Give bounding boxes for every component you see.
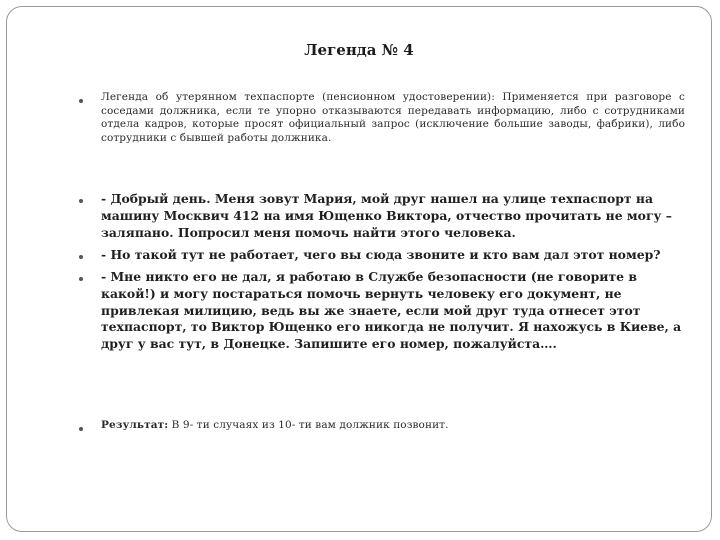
list-item-dialogue-3 bbox=[79, 269, 685, 353]
list-item-text: - Мне никто его не дал, я работаю в Службе безопасности (не говорите в какой!) и могу постараться помочь вернуть человеку его документ, не привлекая милицию, ведь вы же знаете, если мой друг туда отнесет этот техпаспорт, то Виктор Ющенко его никогда не получит. Я нахожусь в Киеве, а друг у вас тут, в Донецке. Запишите его номер, пожалуйста…. bbox=[101, 269, 682, 352]
list-item-text: - Но такой тут не работает, чего вы сюда звоните и кто вам дал этот номер? bbox=[101, 247, 661, 262]
slide-frame bbox=[6, 6, 712, 532]
result-text: В 9- ти случаях из 10- ти вам должник позвонит. bbox=[168, 419, 449, 431]
bullet-icon bbox=[79, 427, 83, 431]
page-title: Легенда № 4 bbox=[304, 41, 414, 59]
result-label: Результат: bbox=[101, 419, 169, 431]
list-item-result bbox=[79, 419, 685, 433]
list-item-dialogue-1 bbox=[79, 191, 685, 241]
list-item-dialogue-2 bbox=[79, 247, 685, 264]
list-item-text: Легенда об утерянном техпаспорте (пенсионном удостоверении): Применяется при разговоре с соседами должника, если те упорно отказываются передавать информацию, либо с сотрудниками отдела кадров, которые просят официальный запрос (исключение большие заводы, фабрики), либо сотрудники с бывшей работы должника. bbox=[101, 91, 685, 144]
bullet-icon bbox=[79, 255, 83, 259]
bullet-icon bbox=[79, 277, 83, 281]
bullet-icon bbox=[79, 199, 83, 203]
bullet-icon bbox=[79, 99, 83, 103]
list-item-text bbox=[101, 419, 685, 433]
list-item-text: - Добрый день. Меня зовут Мария, мой друг нашел на улице техпаспорт на машину Москвич 412 на имя Ющенко Виктора, отчество прочитать не могу – заляпано. Попросил меня помочь найти этого человека. bbox=[101, 191, 672, 240]
list-item-legend-description bbox=[79, 91, 685, 145]
